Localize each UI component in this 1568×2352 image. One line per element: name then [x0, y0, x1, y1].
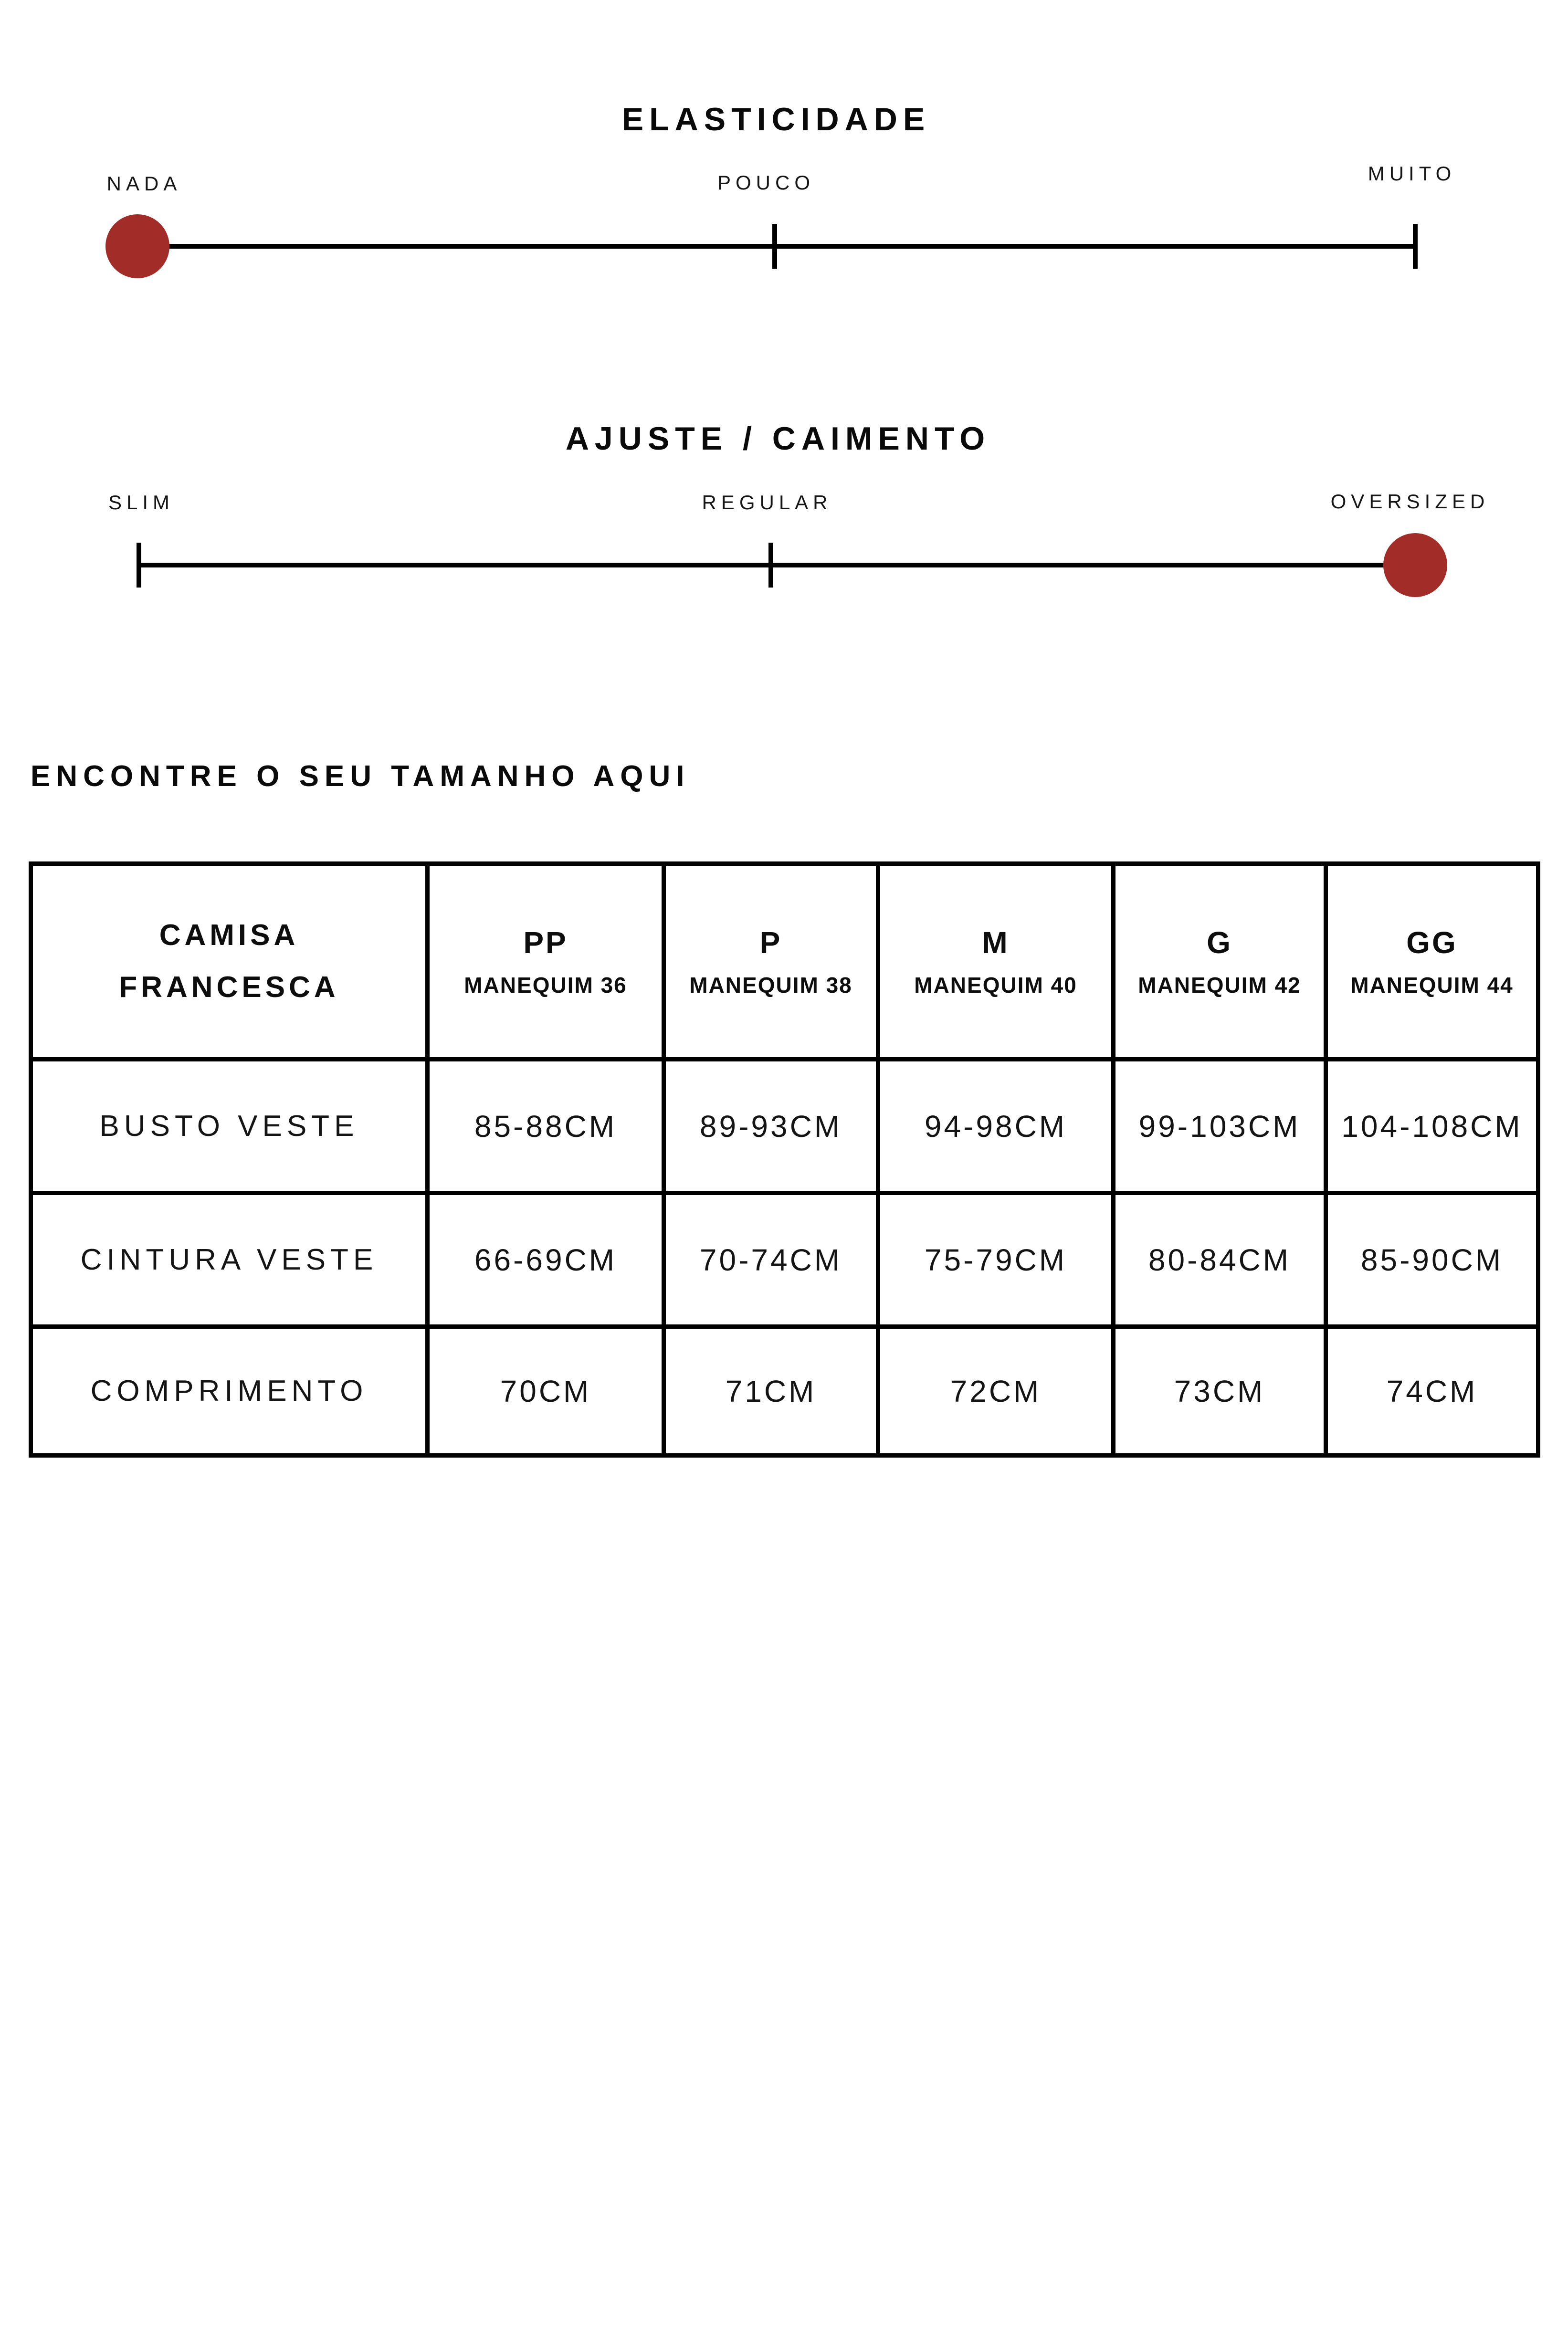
mannequin-label: MANEQUIM 40 [914, 972, 1077, 998]
size-column-header-g [1114, 864, 1326, 1060]
product-name-cell [31, 864, 428, 1060]
fit-label-regular: REGULAR [702, 491, 832, 514]
measurement-value: 70CM [428, 1327, 664, 1456]
measurement-value: 85-90CM [1326, 1193, 1538, 1327]
measurement-value: 66-69CM [428, 1193, 664, 1327]
elasticity-label-muito: MUITO [1368, 162, 1456, 185]
size-code: G [1207, 925, 1232, 960]
measurement-value: 75-79CM [878, 1193, 1114, 1327]
size-code: GG [1406, 925, 1458, 960]
measurement-value: 94-98CM [878, 1060, 1114, 1193]
product-name-line2: FRANCESCA [119, 970, 339, 1004]
measurement-value: 104-108CM [1326, 1060, 1538, 1193]
measurement-row-label: COMPRIMENTO [31, 1327, 428, 1456]
size-column-header-m [878, 864, 1114, 1060]
elasticity-label-nada: NADA [106, 172, 182, 195]
measurement-value: 89-93CM [664, 1060, 878, 1193]
size-column-header-pp [428, 864, 664, 1060]
elasticity-tick-end [1413, 224, 1418, 269]
fit-label-slim: SLIM [108, 491, 175, 514]
elasticity-selected-dot [105, 214, 169, 278]
table-row-cintura-veste [31, 1193, 1538, 1327]
size-column-header-p [664, 864, 878, 1060]
measurement-value: 80-84CM [1114, 1193, 1326, 1327]
measurement-row-label: BUSTO VESTE [31, 1060, 428, 1193]
mannequin-label: MANEQUIM 44 [1350, 972, 1514, 998]
fit-title: AJUSTE / CAIMENTO [565, 420, 991, 457]
size-code: P [759, 925, 782, 960]
mannequin-label: MANEQUIM 36 [464, 972, 627, 998]
measurement-value: 70-74CM [664, 1193, 878, 1327]
product-name-line1: CAMISA [159, 919, 299, 952]
size-section-heading: ENCONTRE O SEU TAMANHO AQUI [31, 760, 690, 793]
fit-selected-dot [1383, 533, 1447, 597]
size-code: M [982, 925, 1010, 960]
fit-slider-track [139, 563, 1415, 567]
measurement-value: 85-88CM [428, 1060, 664, 1193]
elasticity-tick-middle [772, 224, 777, 269]
measurement-row-label: CINTURA VESTE [31, 1193, 428, 1327]
elasticity-label-pouco: POUCO [717, 171, 815, 194]
size-code: PP [523, 925, 568, 960]
table-row-busto-veste [31, 1060, 1538, 1193]
measurement-value: 99-103CM [1114, 1060, 1326, 1193]
size-table-header-row [31, 864, 1538, 1060]
fit-tick-middle [768, 543, 773, 588]
table-row-comprimento [31, 1327, 1538, 1456]
elasticity-title: ELASTICIDADE [621, 101, 931, 137]
measurement-value: 72CM [878, 1327, 1114, 1456]
measurement-value: 73CM [1114, 1327, 1326, 1456]
fit-label-oversized: OVERSIZED [1330, 490, 1490, 513]
mannequin-label: MANEQUIM 42 [1138, 972, 1301, 998]
mannequin-label: MANEQUIM 38 [689, 972, 852, 998]
size-column-header-gg [1326, 864, 1538, 1060]
size-table [29, 861, 1540, 1458]
fit-tick-start [137, 543, 141, 588]
measurement-value: 74CM [1326, 1327, 1538, 1456]
measurement-value: 71CM [664, 1327, 878, 1456]
